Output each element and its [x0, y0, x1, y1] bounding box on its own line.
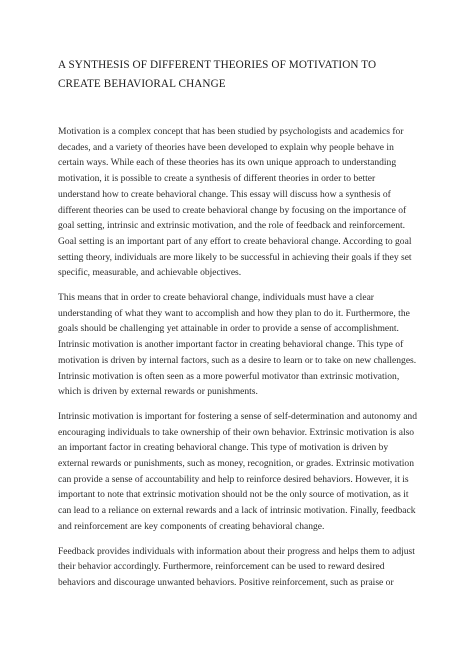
- text-line: setting theory, individuals are more likely to be successful in achieving their goals if they set: [58, 251, 412, 263]
- text-line: encouraging individuals to take ownership of their own behavior. Extrinsic motivation is also: [58, 426, 415, 438]
- text-line: understand how to create behavioral change. This essay will discuss how a synthesis of: [58, 188, 391, 200]
- text-line: This means that in order to create behavioral change, individuals must have a clear: [58, 292, 374, 304]
- text-line: motivation, it is possible to create a synthesis of different theories in order to better: [58, 173, 376, 185]
- text-line: decades, and a variety of theories have been developed to explain why people behave in: [58, 141, 394, 153]
- text-line: an important factor in creating behavioral change. This type of motivation is driven by: [58, 442, 389, 454]
- text-line: goals should be challenging yet attainable in order to provide a sense of accomplishment.: [58, 323, 399, 335]
- text-line: their behavior accordingly. Furthermore, reinforcement can be used to reward desired: [58, 561, 385, 573]
- text-line: external rewards or punishments, such as money, recognition, or grades. Extrinsic motivation: [58, 458, 414, 470]
- text-line: different theories can be used to create behavioral change by focusing on the importance of: [58, 204, 407, 216]
- text-line: Motivation is a complex concept that has been studied by psychologists and academics for: [58, 126, 404, 137]
- text-line: Intrinsic motivation is another important factor in creating behavioral change. This type of: [58, 339, 404, 351]
- text-line: Goal setting is an important part of any effort to create behavioral change. According to goal: [58, 235, 412, 247]
- text-line: understanding of what they want to accomplish and how they plan to do it. Furthermore, the: [58, 307, 410, 319]
- text-line: can provide a sense of accountability and help to reinforce desired behaviors. However, it is: [58, 473, 409, 485]
- document-title: [58, 56, 418, 94]
- paragraph-1: [58, 124, 414, 281]
- text-line: certain ways. While each of these theories has its own unique approach to understanding: [58, 157, 397, 169]
- paragraph-4: [58, 544, 414, 591]
- document-body: [58, 124, 417, 600]
- text-line: goal setting, intrinsic and extrinsic motivation, and the role of feedback and reinforcement.: [58, 220, 406, 232]
- text-line: Intrinsic motivation is often seen as a more powerful motivator than extrinsic motivation,: [58, 370, 400, 382]
- paragraph-3: [58, 409, 417, 535]
- text-line: behaviors and discourage unwanted behaviors. Positive reinforcement, such as praise or: [58, 576, 394, 588]
- text-line: motivation is driven by internal factors, such as a desire to learn or to take on new challenges.: [58, 354, 417, 366]
- text-line: can lead to a reliance on external rewards and a lack of intrinsic motivation. Finally, feedback: [58, 505, 416, 517]
- paragraph-2: [58, 290, 417, 400]
- title-line: A SYNTHESIS OF DIFFERENT THEORIES OF MOTIVATION TO: [58, 59, 377, 71]
- text-line: Feedback provides individuals with information about their progress and helps them to adjust: [58, 545, 415, 557]
- title-line: CREATE BEHAVIORAL CHANGE: [58, 78, 226, 90]
- text-line: Intrinsic motivation is important for fostering a sense of self-determination and autonomy and: [58, 410, 417, 422]
- text-line: specific, measurable, and achievable objectives.: [58, 267, 242, 279]
- text-line: which is driven by external rewards or punishments.: [58, 386, 258, 398]
- text-line: important to note that extrinsic motivation should not be the only source of motivation, as it: [58, 489, 409, 501]
- text-line: and reinforcement are key components of creating behavioral change.: [58, 520, 325, 532]
